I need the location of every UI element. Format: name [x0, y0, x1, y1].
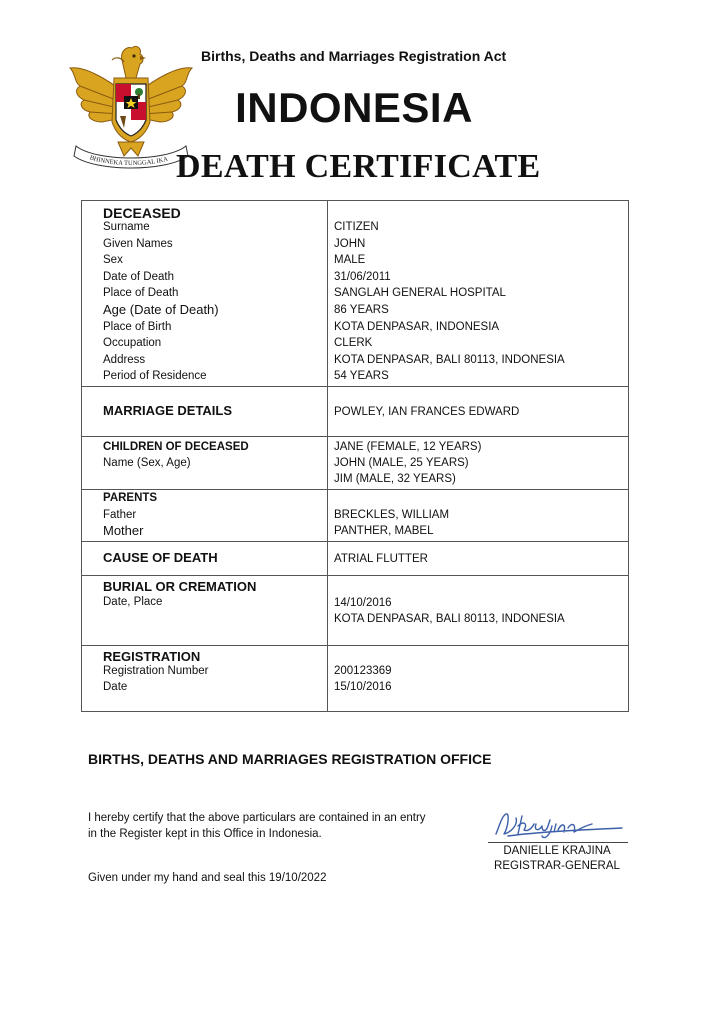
parents-heading: PARENTS [103, 492, 158, 504]
age-label: Age (Date of Death) [103, 302, 219, 317]
registration-date-label: Date [103, 681, 128, 693]
emblem-head [112, 46, 146, 78]
certificate-table [81, 200, 629, 712]
date-of-death-label: Date of Death [103, 270, 174, 283]
father-label: Father [103, 509, 137, 521]
mother-label: Mother [103, 523, 144, 538]
certification-line-1: I hereby certify that the above particulars are contained in an entry [88, 812, 426, 824]
cause-section [82, 542, 628, 576]
document-title: DEATH CERTIFICATE [176, 148, 541, 185]
registrar-title: REGISTRAR-GENERAL [494, 860, 620, 872]
place-of-death-value: SANGLAH GENERAL HOSPITAL [334, 287, 506, 300]
cause-heading: CAUSE OF DEATH [103, 550, 218, 565]
burial-date: 14/10/2016 [334, 597, 392, 609]
period-of-residence-label: Period of Residence [103, 370, 207, 383]
marriage-heading: MARRIAGE DETAILS [103, 403, 233, 418]
registration-heading: REGISTRATION [103, 649, 201, 664]
mother-value: PANTHER, MABEL [334, 525, 434, 537]
occupation-label: Occupation [103, 337, 162, 350]
registration-office-title: BIRTHS, DEATHS AND MARRIAGES REGISTRATION OFFICE [88, 751, 492, 767]
address-value: KOTA DENPASAR, BALI 80113, INDONESIA [334, 353, 565, 366]
place-of-birth-label: Place of Birth [103, 320, 172, 333]
certification-line-2: in the Register kept in this Office in Indonesia. [88, 828, 322, 840]
burial-heading: BURIAL OR CREMATION [103, 579, 257, 594]
marriage-section [82, 387, 628, 437]
parents-section [82, 490, 628, 542]
registrar-signature [488, 806, 628, 842]
marriage-value: POWLEY, IAN FRANCES EDWARD [334, 406, 520, 418]
certification-text [88, 810, 478, 842]
sex-label: Sex [103, 254, 123, 267]
place-of-birth-value: KOTA DENPASAR, INDONESIA [334, 320, 500, 333]
burial-section [82, 576, 628, 646]
sex-value: MALE [334, 254, 366, 267]
registration-number-label: Registration Number [103, 665, 209, 677]
deceased-heading: DECEASED [103, 205, 181, 221]
cause-value: ATRIAL FLUTTER [334, 553, 428, 565]
signature-line [488, 842, 628, 843]
registration-date-value: 15/10/2016 [334, 681, 392, 693]
emblem-ribbon [74, 146, 188, 168]
given-names-value: JOHN [334, 237, 366, 250]
registration-section [82, 646, 628, 712]
country-title [0, 84, 724, 132]
registrar-name: DANIELLE KRAJINA [503, 845, 611, 857]
registrar-block [484, 844, 630, 874]
children-section [82, 437, 628, 490]
registration-number-value: 200123369 [334, 665, 392, 677]
address-label: Address [103, 353, 146, 366]
surname-label: Surname [103, 221, 150, 233]
place-of-death-label: Place of Death [103, 287, 179, 300]
child-1: JANE (FEMALE, 12 YEARS) [334, 441, 482, 453]
svg-text:BHINNEKA TUNGGAL IKA: BHINNEKA TUNGGAL IKA [88, 154, 169, 168]
burial-place: KOTA DENPASAR, BALI 80113, INDONESIA [334, 613, 565, 625]
emblem-tail [118, 142, 144, 156]
father-value: BRECKLES, WILLIAM [334, 509, 450, 521]
deceased-section [82, 201, 628, 387]
children-heading: CHILDREN OF DECEASED [103, 441, 249, 453]
children-label: Name (Sex, Age) [103, 457, 191, 469]
date-of-death-value: 31/06/2011 [334, 270, 391, 283]
child-3: JIM (MALE, 32 YEARS) [334, 473, 456, 485]
age-value: 86 YEARS [334, 304, 389, 316]
burial-label: Date, Place [103, 596, 163, 608]
period-of-residence-value: 54 YEARS [334, 370, 389, 383]
act-title: Births, Deaths and Marriages Registration Act [201, 48, 507, 64]
occupation-value: CLERK [334, 337, 373, 350]
surname-value: CITIZEN [334, 221, 379, 233]
country-title-text: INDONESIA [235, 84, 473, 131]
given-names-label: Given Names [103, 237, 173, 250]
given-statement: Given under my hand and seal this 19/10/2022 [88, 872, 327, 884]
child-2: JOHN (MALE, 25 YEARS) [334, 457, 469, 469]
